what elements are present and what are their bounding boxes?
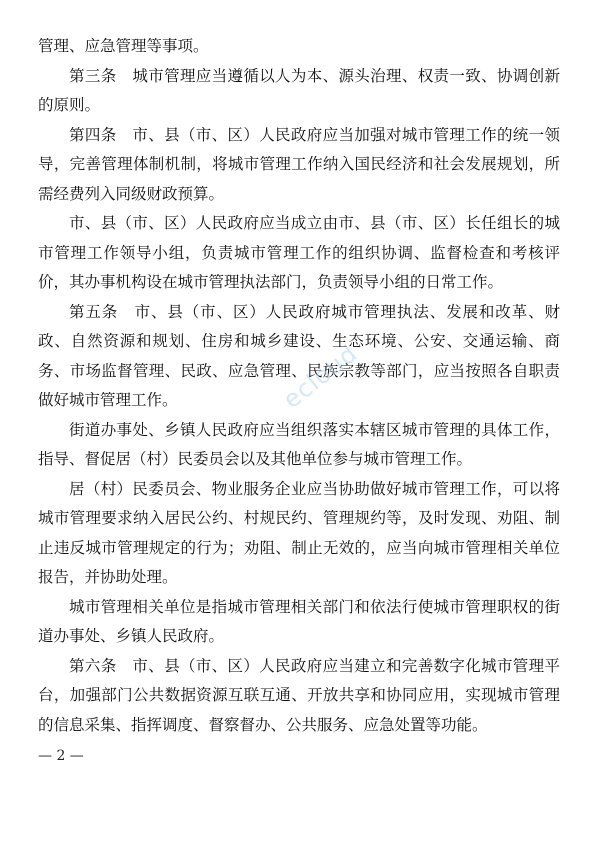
- paragraph-article-5: 第五条 市、县（市、区）人民政府城市管理执法、发展和改革、财政、自然资源和规划、住房和城乡建设、生态环境、公安、交通运输、商务、市场监督管理、民政、应急管理、民族宗教等部门，应当按照各自职责做好城市管理工作。: [38, 302, 560, 409]
- paragraph-article-5-clause-2: 街道办事处、乡镇人民政府应当组织落实本辖区城市管理的具体工作，指导、督促居（村）民委员会以及其他单位参与城市管理工作。: [38, 420, 560, 468]
- watermark: ecloud: [278, 339, 363, 415]
- paragraph-article-5-clause-4: 城市管理相关单位是指城市管理相关部门和依法行使城市管理职权的街道办事处、乡镇人民政府。: [38, 597, 560, 645]
- paragraph-article-4: 第四条 市、县（市、区）人民政府应当加强对城市管理工作的统一领导，完善管理体制机制，将城市管理工作纳入国民经济和社会发展规划，所需经费列入同级财政预算。: [38, 125, 560, 203]
- paragraph-article-6: 第六条 市、县（市、区）人民政府应当建立和完善数字化城市管理平台，加强部门公共数据资源互联互通、开放共享和协同应用，实现城市管理的信息采集、指挥调度、督察督办、公共服务、应急处置等功能。: [38, 656, 560, 734]
- paragraph-article-5-clause-3: 居（村）民委员会、物业服务企业应当协助做好城市管理工作，可以将城市管理要求纳入居民公约、村规民约、管理规约等，及时发现、劝阻、制止违反城市管理规定的行为；劝阻、制止无效的，应当向城市管理相关单位报告，并协助处理。: [38, 479, 560, 586]
- paragraph-article-4-clause-2: 市、县（市、区）人民政府应当成立由市、县（市、区）长任组长的城市管理工作领导小组，负责城市管理工作的组织协调、监督检查和考核评价，其办事机构设在城市管理执法部门，负责领导小组的日常工作。: [38, 214, 560, 291]
- page-number: — 2 —: [38, 748, 84, 764]
- paragraph-article-3: 第三条 城市管理应当遵循以人为本、源头治理、权责一致、协调创新的原则。: [38, 66, 560, 114]
- paragraph-continuation: 管理、应急管理等事项。: [38, 37, 209, 55]
